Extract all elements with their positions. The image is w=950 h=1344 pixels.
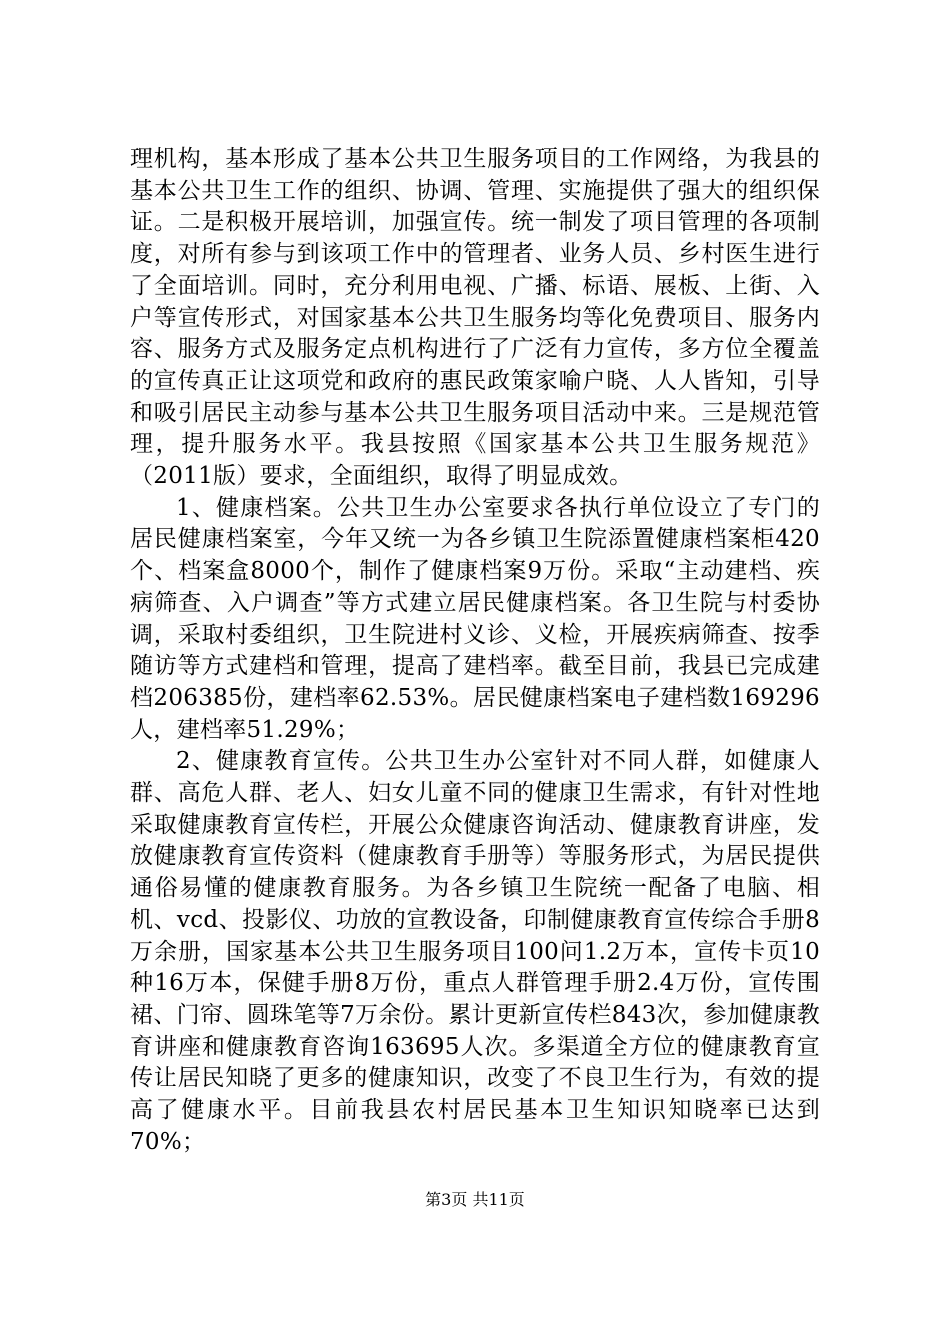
document-body <box>130 144 820 1159</box>
paragraph-continuation: 理机构，基本形成了基本公共卫生服务项目的工作网络，为我县的基本公共卫生工作的组织、协调、管理、实施提供了强大的组织保证。二是积极开展培训，加强宣传。统一制发了项目管理的各项制度，对所有参与到该项工作中的管理者、业务人员、乡村医生进行了全面培训。同时，充分利用电视、广播、标语、展板、上街、入户等宣传形式，对国家基本公共卫生服务均等化免费项目、服务内容、服务方式及服务定点机构进行了广泛有力宣传，多方位全覆盖的宣传真正让这项党和政府的惠民政策家喻户晓、人人皆知，引导和吸引居民主动参与基本公共卫生服务项目活动中来。三是规范管理，提升服务水平。我县按照《国家基本公共卫生服务规范》（2011版）要求，全面组织，取得了明显成效。 <box>130 146 820 490</box>
paragraph-health-records: 1、健康档案。公共卫生办公室要求各执行单位设立了专门的居民健康档案室，今年又统一为各乡镇卫生院添置健康档案柜420个、档案盒8000个，制作了健康档案9万份。采取“主动建档、疾病筛查、入户调查”等方式建立居民健康档案。各卫生院与村委协调，采取村委组织，卫生院进村义诊、义检，开展疾病筛查、按季随访等方式建档和管理，提高了建档率。截至目前，我县已完成建档206385份，建档率62.53%。居民健康档案电子建档数169296人，建档率51.29%； <box>130 494 820 743</box>
paragraph-health-education: 2、健康教育宣传。公共卫生办公室针对不同人群，如健康人群、高危人群、老人、妇女儿童不同的健康卫生需求，有针对性地采取健康教育宣传栏，开展公众健康咨询活动、健康教育讲座，发放健康教育宣传资料（健康教育手册等）等服务形式，为居民提供通俗易懂的健康教育服务。为各乡镇卫生院统一配备了电脑、相机、vcd、投影仪、功放的宣教设备，印制健康教育宣传综合手册8万余册，国家基本公共卫生服务项目100问1.2万本，宣传卡页10种16万本，保健手册8万份，重点人群管理手册2.4万份，宣传围裙、门帘、圆珠笔等7万余份。累计更新宣传栏843次，参加健康教育讲座和健康教育咨询163695人次。多渠道全方位的健康教育宣传让居民知晓了更多的健康知识，改变了不良卫生行为，有效的提高了健康水平。目前我县农村居民基本卫生知识知晓率已达到70%； <box>130 748 820 1155</box>
page-number-footer: 第3页 共11页 <box>425 1190 525 1209</box>
